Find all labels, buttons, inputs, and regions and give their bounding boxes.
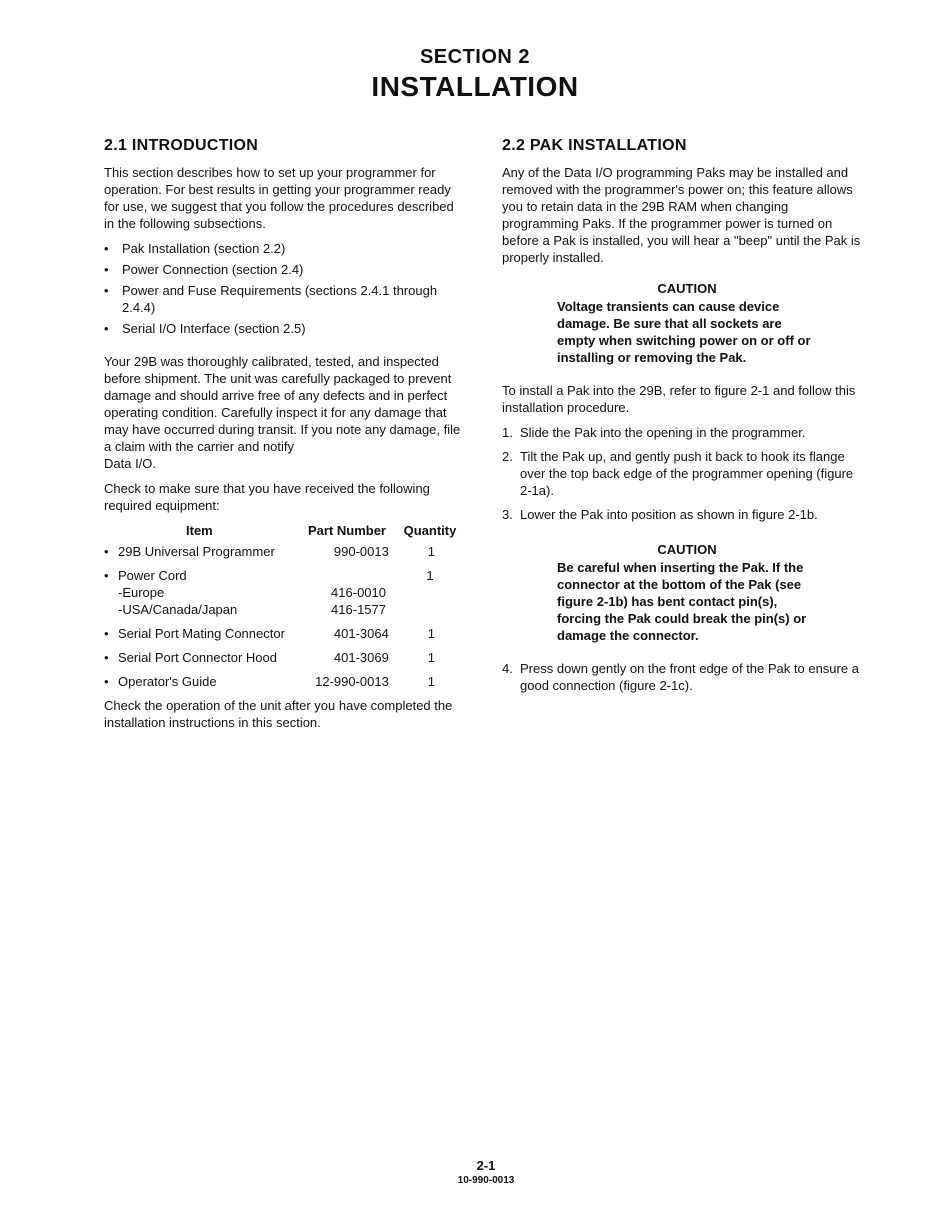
table-row <box>104 649 466 666</box>
list-item: • Power and Fuse Requirements (sections 2.4.1 through 2.4.4) <box>104 282 466 316</box>
caution-text: Be careful when inserting the Pak. If the connector at the bottom of the Pak (see figure 2-1b) has bent contact pin(s), forcing the Pak could break the pin(s) or damage the connector. <box>557 560 807 643</box>
list-item <box>502 660 864 694</box>
step-number: 3. <box>502 507 513 522</box>
subsection-list <box>104 240 466 337</box>
caution-title: CAUTION <box>657 281 717 296</box>
right-column <box>502 136 864 702</box>
page-footer <box>0 1158 950 1187</box>
caution-box <box>557 280 817 366</box>
page-header <box>0 44 950 104</box>
pak-installation-heading: 2.2 PAK INSTALLATION <box>502 137 687 154</box>
cell-part: 416-1577 <box>331 602 386 617</box>
intro-paragraph: This section describes how to set up your programmer for operation. For best results in getting your programmer ready for use, we suggest that you follow the procedures described in the following subsections. <box>104 165 454 231</box>
list-item <box>502 506 864 523</box>
step-text: Slide the Pak into the opening in the programmer. <box>520 425 806 440</box>
header-part-number: Part Number <box>307 523 386 538</box>
list-item <box>502 424 864 441</box>
list-item: • Pak Installation (section 2.2) <box>104 240 466 257</box>
table-row <box>104 673 466 690</box>
table-row <box>104 567 466 618</box>
equipment-table <box>104 522 466 690</box>
cell-part <box>304 567 386 584</box>
section-label: SECTION 2 <box>419 46 531 68</box>
pak-intro-paragraph: Any of the Data I/O programming Paks may be installed and removed with the programmer's power on; this feature allows you to retain data in the 29B RAM when changing programming Paks. If the programmer power is turned on before a Pak is installed, you will hear a "beep" until the Pak is properly installed. <box>502 165 861 265</box>
caution-text: Voltage transients can cause device damage. Be sure that all sockets are empty when switching power on or off or installing or removing the Pak. <box>557 299 811 365</box>
table-row-main <box>104 567 466 584</box>
cell-item: • Serial Port Mating Connector <box>104 625 310 642</box>
list-item: • Serial I/O Interface (section 2.5) <box>104 320 466 337</box>
step-number: 2. <box>502 449 513 464</box>
step-text: Tilt the Pak up, and gently push it back to hook its flange over the top back edge of the programmer opening (figure 2-1a). <box>520 449 854 498</box>
header-quantity: Quantity <box>403 523 457 538</box>
cell-item: • Power Cord <box>104 567 304 584</box>
cell-part: 401-3064 <box>333 626 389 641</box>
introduction-heading: 2.1 INTRODUCTION <box>104 137 259 154</box>
table-subrow <box>104 601 466 618</box>
closing-paragraph: Check the operation of the unit after you have completed the installation instructions in this section. <box>104 698 453 730</box>
left-column <box>104 136 466 739</box>
cell-part: 416-0010 <box>331 585 386 600</box>
caution-title: CAUTION <box>657 542 717 557</box>
installation-steps-continued <box>502 660 864 694</box>
step-text: Lower the Pak into position as shown in figure 2-1b. <box>520 507 818 522</box>
cell-qty: 1 <box>427 674 436 689</box>
procedure-intro: To install a Pak into the 29B, refer to figure 2-1 and follow this installation procedure. <box>502 383 856 415</box>
cell-qty: 1 <box>426 568 434 583</box>
table-header <box>104 522 466 539</box>
table-row <box>104 543 466 560</box>
cell-item: • Serial Port Connector Hood <box>104 649 310 666</box>
table-subrow <box>104 584 466 601</box>
header-item: Item <box>186 523 213 538</box>
cell-item: • Operator's Guide <box>104 673 310 690</box>
cell-part: 12-990-0013 <box>315 674 389 689</box>
step-number: 1. <box>502 425 513 440</box>
caution-box <box>557 541 817 644</box>
cell-qty: 1 <box>427 626 436 641</box>
equipment-intro: Check to make sure that you have received the following required equipment: <box>104 481 430 513</box>
table-row <box>104 625 466 642</box>
inspection-text-end: Data I/O. <box>104 456 157 471</box>
cell-qty: 1 <box>427 650 436 665</box>
cell-item: -Europe <box>118 585 165 600</box>
step-text: Press down gently on the front edge of the Pak to ensure a good connection (figure 2-1c). <box>520 661 859 693</box>
inspection-paragraph <box>104 353 466 472</box>
list-item <box>502 448 864 499</box>
installation-steps <box>502 424 864 523</box>
cell-part: 990-0013 <box>333 544 389 559</box>
list-item: • Power Connection (section 2.4) <box>104 261 466 278</box>
cell-qty: 1 <box>427 544 436 559</box>
inspection-text: Your 29B was thoroughly calibrated, tested, and inspected before shipment. The unit was carefully packaged to prevent damage and should arrive free of any defects and in perfect operating condition. Carefully inspect it for any damage that may have occurred during transit. If you note any damage, file a claim with the carrier and notify <box>104 354 461 454</box>
cell-item: -USA/Canada/Japan <box>118 602 238 617</box>
page-title: INSTALLATION <box>371 71 579 102</box>
page-number: 2-1 <box>476 1158 496 1173</box>
document-number: 10-990-0013 <box>457 1175 515 1186</box>
step-number: 4. <box>502 661 513 676</box>
cell-item: • 29B Universal Programmer <box>104 543 310 560</box>
cell-part: 401-3069 <box>333 650 389 665</box>
